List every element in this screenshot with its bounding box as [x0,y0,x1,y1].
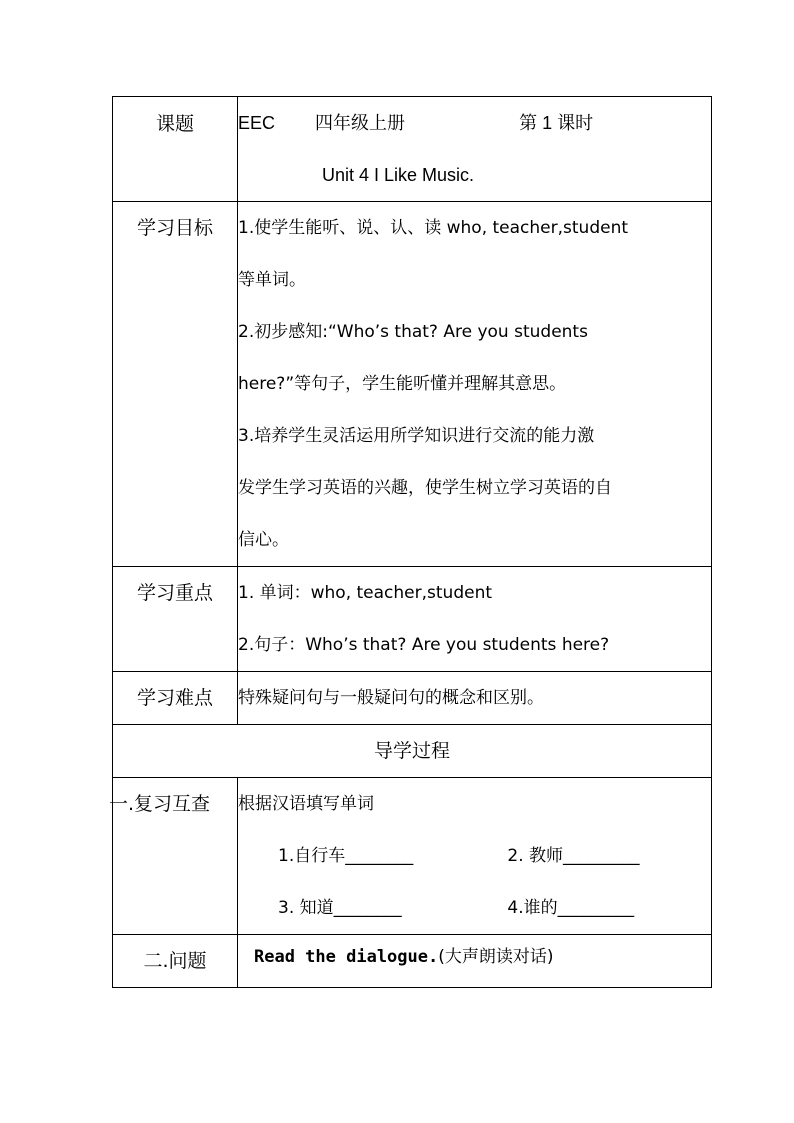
review-item: 3. 知道________ [278,898,402,918]
review-items-row-2 [238,882,711,934]
process-row [113,725,712,778]
objectives-label: 学习目标 [113,202,238,567]
objective-line: 1.使学生能听、说、认、读 who, teacher,student [238,218,629,238]
process-heading: 导学过程 [113,725,712,778]
objective-line: 3.培养学生灵活运用所学知识进行交流的能力激 [238,426,595,446]
lesson-number: 第 1 课时 [519,113,594,133]
lesson-plan-table [109,96,712,988]
question-row [113,935,712,988]
unit-title: Unit 4 I Like Music. [322,165,475,185]
question-text-zh: (大声朗读对话) [438,947,554,967]
key-point-line: 1. 单词：who, teacher,student [238,583,493,603]
review-items-row-1 [238,830,711,882]
publisher-code: EEC [238,113,276,133]
question-content [238,935,712,988]
key-points-content [238,567,712,672]
key-points-label: 学习重点 [113,567,238,672]
objective-line: here?”等句子，学生能听懂并理解其意思。 [238,374,567,394]
question-text-en: Read the dialogue. [254,947,439,967]
key-points-row [113,567,712,672]
review-row [113,778,712,935]
difficulties-row [113,672,712,725]
objective-line: 2.初步感知:“Who’s that? Are you students [238,322,588,342]
review-content [238,778,712,935]
review-item: 4.谁的_________ [507,898,635,918]
review-item: 2. 教师_________ [507,846,640,866]
topic-row [113,97,712,202]
review-item: 1.自行车________ [278,846,414,866]
objectives-row [113,202,712,567]
review-instruction: 根据汉语填写单词 [238,794,374,814]
difficulties-text: 特殊疑问句与一般疑问句的概念和区别。 [238,672,712,725]
objectives-content [238,202,712,567]
question-label: 二.问题 [113,935,238,988]
topic-label: 课题 [113,97,238,202]
objective-line: 等单词。 [238,270,306,290]
difficulties-label: 学习难点 [113,672,238,725]
objective-line: 发学生学习英语的兴趣，使学生树立学习英语的自 [238,478,612,498]
review-label: 一.复习互查 [113,778,238,935]
objective-line: 信心。 [238,530,289,550]
topic-line-1 [238,97,711,149]
key-point-line: 2.句子：Who’s that? Are you students here? [238,635,610,655]
topic-content [238,97,712,202]
grade-term: 四年级上册 [315,113,406,133]
